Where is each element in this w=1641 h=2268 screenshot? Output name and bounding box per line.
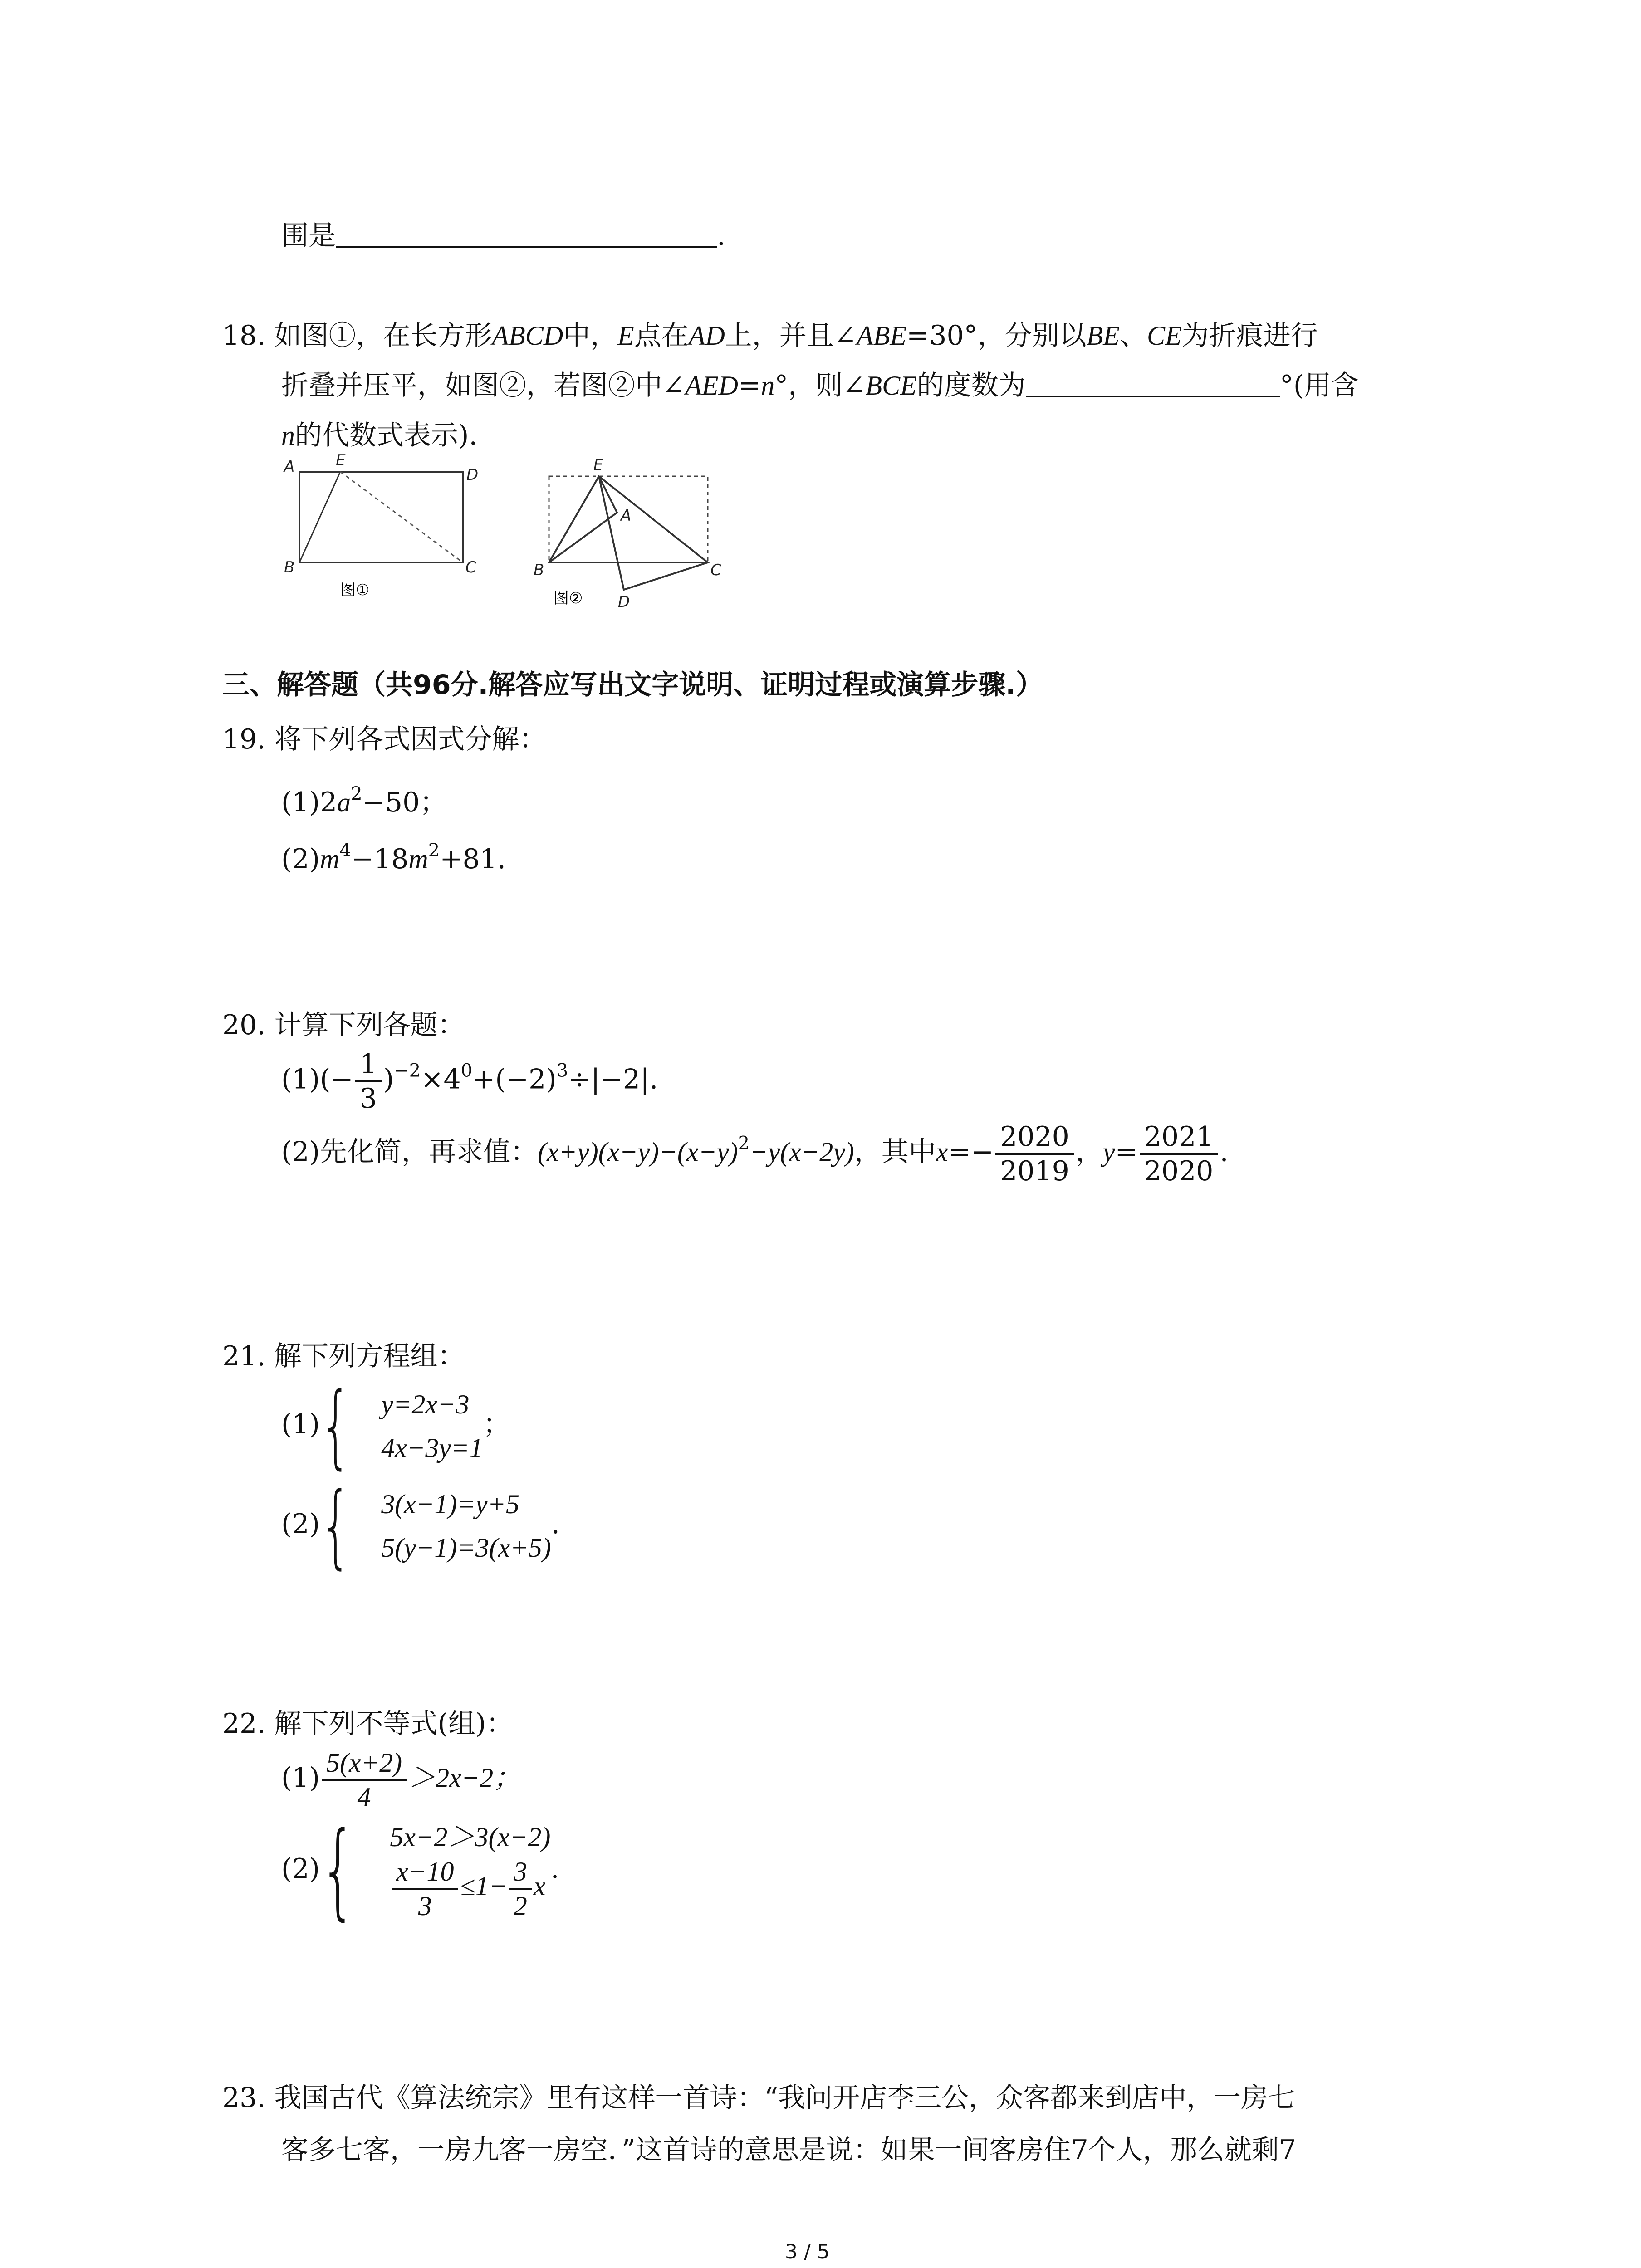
q20-title-text: 计算下列各题：	[274, 1009, 465, 1041]
fraction-x	[995, 1120, 1074, 1188]
answer-blank	[1026, 370, 1280, 397]
brace: {	[320, 1373, 352, 1479]
q18-text: 中，	[563, 320, 618, 352]
q18-var: ABCD	[492, 321, 563, 351]
q20-var: y	[1102, 1137, 1115, 1167]
q21-text: .	[551, 1508, 560, 1540]
q19-var: m	[320, 844, 340, 874]
label-d: D	[466, 466, 479, 484]
label-a: A	[284, 458, 295, 476]
q18-text: 、	[1119, 320, 1147, 352]
q18-var: AED	[685, 371, 738, 401]
q20-text: (1)(−	[281, 1063, 353, 1095]
q18-var: AD	[688, 321, 725, 351]
q18-var: CE	[1146, 321, 1182, 351]
section-3-heading: 三、解答题（共96分.解答应写出文字说明、证明过程或演算步骤.）	[222, 669, 1043, 701]
label-a: A	[621, 507, 632, 525]
q19-exp: 2	[428, 840, 440, 861]
q19-part-1	[281, 776, 447, 821]
q22-part-2	[281, 1810, 559, 1931]
q18-text: 如图①，在长方形	[274, 320, 492, 352]
q22-part-1	[281, 1746, 520, 1813]
q18-text: 的代数式表示).	[295, 420, 478, 451]
q21-part-1	[281, 1373, 510, 1479]
equation-system	[381, 1383, 483, 1470]
numerator: 2020	[995, 1120, 1074, 1155]
label-e: E	[593, 456, 603, 474]
q19-text: −18	[351, 843, 409, 875]
q18-var: BCE	[865, 371, 917, 401]
label-e: E	[336, 454, 346, 469]
equation: 3(x−1)=y+5	[381, 1489, 519, 1520]
folded-d	[599, 476, 708, 590]
q18-text: °，则∠	[774, 370, 866, 401]
equation: 5(y−1)=3(x+5)	[381, 1533, 551, 1563]
inequality-system	[390, 1819, 550, 1922]
numerator: 2021	[1140, 1120, 1218, 1155]
q20-text: ÷|−2|.	[568, 1063, 658, 1095]
q20-expr: (x+y)(x−y)−(x−y)	[538, 1137, 738, 1167]
figure-2-caption: 图②	[554, 589, 583, 607]
figure-1-caption: 图①	[340, 581, 370, 599]
fraction-y	[1140, 1120, 1218, 1188]
denominator: 4	[357, 1782, 371, 1812]
q19-text: +81.	[440, 843, 506, 875]
folded-a	[549, 476, 617, 562]
q18-text: =30°，分别以	[906, 320, 1087, 352]
q20-text: )	[383, 1063, 394, 1095]
q19-exp: 4	[339, 840, 351, 861]
q21-title	[222, 1338, 465, 1374]
q22-title-text: 解下列不等式(组)：	[274, 1708, 514, 1740]
figure-1	[272, 454, 490, 608]
q18-text: =	[738, 370, 761, 401]
q18-var: n	[761, 371, 775, 401]
q18-text: 点在	[634, 320, 689, 352]
q20-var: x	[936, 1137, 948, 1167]
page-number: 3 / 5	[785, 2240, 830, 2263]
denominator: 3	[418, 1891, 432, 1921]
denominator: 2	[513, 1891, 527, 1921]
q22-text: ≤1−	[460, 1871, 507, 1901]
q19-number: 19.	[222, 723, 266, 755]
q17-tail-end: .	[717, 220, 726, 252]
q20-part-1	[281, 1048, 658, 1115]
brace: {	[320, 1473, 352, 1579]
q18-text: 折叠并压平，如图②，若图②中∠	[281, 370, 686, 401]
q22-number: 22.	[222, 1708, 266, 1740]
q20-text: ，其中	[854, 1136, 936, 1168]
q22-label: (1)	[281, 1762, 320, 1794]
q18-var: BE	[1086, 321, 1120, 351]
q18-var: ABE	[857, 321, 907, 351]
q18-number: 18.	[222, 320, 266, 352]
q18-line-3	[281, 417, 477, 454]
label-c: C	[710, 561, 721, 579]
q21-label: (1)	[281, 1408, 320, 1440]
numerator: 1	[355, 1048, 382, 1082]
q18-text: 的度数为	[916, 370, 1026, 401]
q20-text: .	[1220, 1136, 1229, 1168]
inequality: 5x−2＞3(x−2)	[390, 1822, 551, 1853]
q20-number: 20.	[222, 1009, 266, 1041]
q23-text: 客多七客，一房九客一房空．”这首诗的意思是说：如果一间客房住7个人，那么就剩7	[281, 2134, 1297, 2166]
q18-line-1	[222, 318, 1318, 354]
q20-exp: 0	[460, 1060, 473, 1081]
q20-part-2	[281, 1120, 1229, 1188]
q21-title-text: 解下列方程组：	[274, 1340, 465, 1372]
q19-text: (1)2	[281, 787, 338, 818]
numerator: 5(x+2)	[322, 1746, 407, 1781]
q23-text: 我国古代《算法统宗》里有这样一首诗：“我问开店李三公，众客都来到店中，一房七	[274, 2082, 1296, 2114]
equation: y=2x−3	[381, 1389, 470, 1420]
label-c: C	[465, 558, 476, 577]
q20-text: +(−2)	[472, 1063, 557, 1095]
q17-tail	[281, 218, 725, 254]
q21-number: 21.	[222, 1340, 266, 1372]
q19-title-text: 将下列各式因式分解：	[274, 723, 547, 755]
label-b: B	[284, 558, 295, 577]
q23-number: 23.	[222, 2082, 266, 2114]
q22-text: ＞2x−2；	[408, 1763, 521, 1793]
q20-text: ，	[1075, 1136, 1103, 1168]
q23-line-1	[222, 2080, 1295, 2116]
q22-var: x	[533, 1871, 546, 1901]
inequality	[390, 1855, 550, 1922]
q17-tail-text: 围是	[281, 220, 336, 252]
q20-exp: 3	[556, 1060, 568, 1081]
equation-system	[381, 1482, 551, 1569]
q18-text: 为折痕进行	[1181, 320, 1318, 352]
brace: {	[320, 1810, 357, 1931]
q18-var: n	[281, 420, 295, 450]
label-d: D	[618, 593, 630, 611]
q21-text: ；	[483, 1408, 510, 1440]
equation: 4x−3y=1	[381, 1433, 483, 1463]
figure-2	[522, 454, 730, 617]
q20-text: (2)先化简，再求值：	[281, 1136, 538, 1168]
q21-label: (2)	[281, 1508, 320, 1540]
fraction	[322, 1746, 407, 1813]
segment-ec	[340, 472, 463, 562]
fraction	[392, 1855, 458, 1922]
q20-text: =−	[948, 1136, 994, 1168]
numerator: x−10	[392, 1855, 458, 1890]
rectangle-abcd	[299, 472, 463, 562]
q20-title	[222, 1007, 465, 1043]
q20-exp: −2	[394, 1060, 421, 1081]
q20-text: ×4	[421, 1063, 461, 1095]
q19-text: −50；	[362, 787, 447, 818]
denominator: 2020	[1144, 1155, 1214, 1187]
fraction	[355, 1048, 382, 1115]
denominator: 3	[359, 1083, 377, 1114]
q18-var: E	[617, 321, 634, 351]
q22-label: (2)	[281, 1853, 320, 1885]
q19-var: a	[337, 787, 351, 817]
label-b: B	[534, 561, 544, 579]
fraction	[509, 1855, 532, 1922]
q21-part-2	[281, 1473, 560, 1579]
q22-title	[222, 1706, 513, 1742]
q18-line-2	[281, 367, 1358, 404]
q19-text: (2)	[281, 843, 320, 875]
numerator: 3	[509, 1855, 532, 1890]
q19-exp: 2	[351, 783, 362, 804]
q23-line-2	[281, 2132, 1296, 2168]
denominator: 2019	[1000, 1155, 1069, 1187]
q18-text: 上，并且∠	[725, 320, 857, 352]
segment-be	[299, 472, 340, 562]
q20-expr: −y(x−2y)	[749, 1137, 854, 1167]
q20-exp: 2	[738, 1133, 750, 1154]
q19-part-2	[281, 832, 506, 877]
q19-var: m	[408, 844, 428, 874]
q22-text: .	[550, 1853, 559, 1885]
q20-text: =	[1115, 1136, 1138, 1168]
q18-text: °(用含	[1279, 370, 1359, 401]
q19-title	[222, 721, 547, 758]
answer-blank	[336, 220, 717, 248]
